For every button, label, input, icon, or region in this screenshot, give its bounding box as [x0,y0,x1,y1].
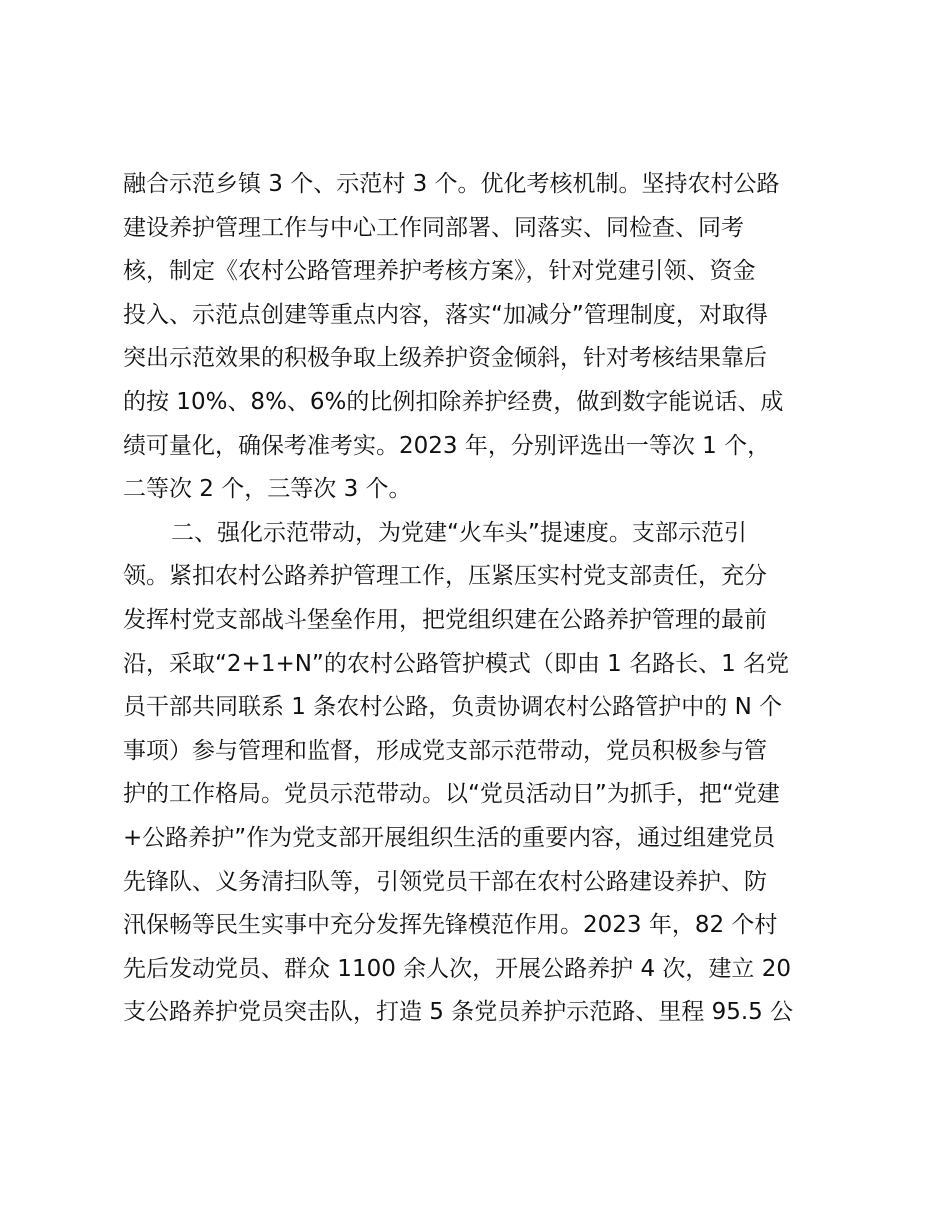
text-line: 发挥村党支部战斗堡垒作用，把党组织建在公路养护管理的最前 [123,606,767,633]
text-line: 护的工作格局。党员示范带动。以“党员活动日”为抓手，把“党建 [123,781,780,808]
text-line: 先锋队、义务清扫队等，引领党员干部在农村公路建设养护、防 [123,868,767,895]
text-line: 建设养护管理工作与中心工作同部署、同落实、同检查、同考 [123,214,744,241]
text-line: 汛保畅等民生实事中充分发挥先锋模范作用。2023 年，82 个村 [123,912,778,939]
text-line: 领。紧扣农村公路养护管理工作，压紧压实村党支部责任，充分 [123,563,767,590]
text-line: 沿，采取“2+1+N”的农村公路管护模式（即由 1 名路长、1 名党 [123,650,790,677]
text-line: 事项）参与管理和监督，形成党支部示范带动，党员积极参与管 [123,737,767,764]
text-line: 投入、示范点创建等重点内容，落实“加减分”管理制度，对取得 [123,301,768,328]
text-line: 突出示范效果的积极争取上级养护资金倾斜，针对考核结果靠后 [123,345,767,372]
text-line: 核，制定《农村公路管理养护考核方案》，针对党建引领、资金 [123,258,756,285]
text-line: +公路养护”作为党支部开展组织生活的重要内容，通过组建党员 [123,824,776,851]
text-line: 二等次 2 个，三等次 3 个。 [123,476,412,503]
section-heading-line: 二、强化示范带动，为党建“火车头”提速度。支部示范引 [171,519,747,546]
body-text [123,163,843,1035]
text-line: 融合示范乡镇 3 个、示范村 3 个。优化考核机制。坚持农村公路 [123,171,780,197]
text-line: 支公路养护党员突击队，打造 5 条党员养护示范路、里程 95.5 公 [123,999,794,1026]
text-line: 的按 10%、8%、6%的比例扣除养护经费，做到数字能说话、成 [123,388,784,415]
text-line: 先后发动党员、群众 1100 余人次，开展公路养护 4 次，建立 20 [123,955,791,982]
text-line: 员干部共同联系 1 条农村公路，负责协调农村公路管护中的 N 个 [123,694,783,721]
text-line: 绩可量化，确保考准考实。2023 年，分别评选出一等次 1 个， [123,432,771,459]
